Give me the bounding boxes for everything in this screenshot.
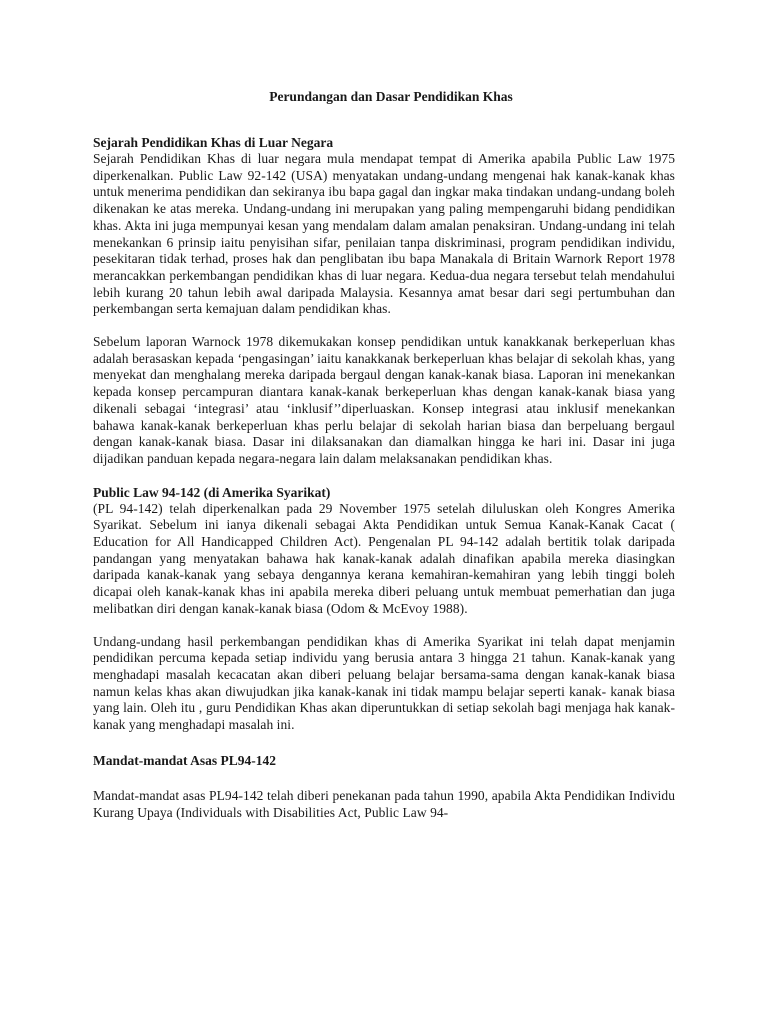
section-mandat — [93, 752, 675, 821]
section-public-law — [93, 484, 675, 734]
paragraph: (PL 94-142) telah diperkenalkan pada 29 November 1975 setelah diluluskan oleh Kongres Amerika Syarikat. Sebelum ini ianya dikenali sebagai Akta Pendidikan untuk Semua Kanak-Kanak Cacat ( Education for All Handicapped Children Act). Pengenalan PL 94-142 adalah bertitik tolak daripada pandangan yang menyatakan bahawa hak kanak-kanak adalah dinafikan apabila mereka diasingkan daripada kanak-kanak yang sebaya dengannya kerana kemahiran-kemahiran yang lebih tinggi boleh dicapai oleh kanak-kanak khas ini apabila mereka diberi peluang untuk membuat pemerhatian dan juga melibatkan diri dengan kanak-kanak biasa (Odom & McEvoy 1988). — [93, 500, 675, 616]
section-heading: Sejarah Pendidikan Khas di Luar Negara — [93, 135, 334, 150]
page-title: Perundangan dan Dasar Pendidikan Khas — [269, 89, 513, 104]
paragraph: Undang-undang hasil perkembangan pendidikan khas di Amerika Syarikat ini telah dapat menjamin pendidikan percuma kepada setiap individu yang berusia antara 3 hingga 21 tahun. Kanak-kanak yang menghadapi masalah kecacatan akan diberi peluang belajar bersama-sama dengan kanak-kanak biasa namun kelas khas akan diwujudkan jika kanak-kanak ini tidak mampu belajar seperti kanak- kanak biasa yang lain. Oleh itu , guru Pendidikan Khas akan diperuntukkan di setiap sekolah bagi menjaga hak kanak-kanak yang menghadapi masalah ini. — [93, 633, 675, 733]
section-heading: Public Law 94-142 (di Amerika Syarikat) — [93, 484, 331, 500]
section-sejarah — [93, 134, 675, 468]
section-heading: Mandat-mandat Asas PL94-142 — [93, 752, 277, 768]
paragraph: Sebelum laporan Warnock 1978 dikemukakan konsep pendidikan untuk kanakkanak berkeperluan khas adalah berasaskan kepada ‘pengasingan’ iaitu kanakkanak berkeperluan khas belajar di sekolah khas, yang menyekat dan menghalang mereka daripada bergaul dengan kanak-kanak biasa. Laporan ini menekankan kepada konsep percampuran diantara kanak-kanak berkeperluan khas dengan kanak-kanak biasa yang dikenali sebagai ‘integrasi’ atau ‘inklusif’’diperluaskan. Konsep integrasi atau inklusif menekankan bahawa kanak-kanak berkeperluan khas perlu belajar di sekolah harian biasa dan berpeluang bergaul dengan kanak-kanak biasa. Dasar ini dilaksanakan dan diamalkan hingga ke hari ini. Dasar ini juga dijadikan panduan kepada negara-negara lain dalam melaksanakan pendidikan khas. — [93, 334, 675, 466]
paragraph: Sejarah Pendidikan Khas di luar negara mula mendapat tempat di Amerika apabila Public Law 1975 diperkenalkan. Public Law 92-142 (USA) menyatakan undang-undang mengenai hak kanak-kanak khas untuk menerima pendidikan dan sekiranya ibu bapa gagal dan ingkar maka tindakan undang-undang boleh dikenakan ke atas mereka. Undang-undang ini merupakan yang paling mempengaruhi bidang pendidikan khas. Akta ini juga mempunyai kesan yang mendalam dalam amalan penaksiran. Undang-undang ini telah menekankan 6 prinsip iaitu penyisihan sifar, penilaian tanpa diskriminasi, program pendidikan individu, pesekitaran tidak terhad, proses hak dan penglibatan ibu bapa Manakala di Britain Warnork Report 1978 merancakkan perkembangan pendidikan khas di luar negara. Kedua-dua negara tersebut telah mendahului lebih kurang 20 tahun lebih awal daripada Malaysia. Kesannya amat besar dari segi pertumbuhan dan perkembangan serta kemajuan dalam pendidikan khas. — [93, 151, 675, 317]
paragraph: Mandat-mandat asas PL94-142 telah diberi penekanan pada tahun 1990, apabila Akta Pendidikan Individu Kurang Upaya (Individuals with Disabilities Act, Public Law 94- — [93, 787, 675, 820]
